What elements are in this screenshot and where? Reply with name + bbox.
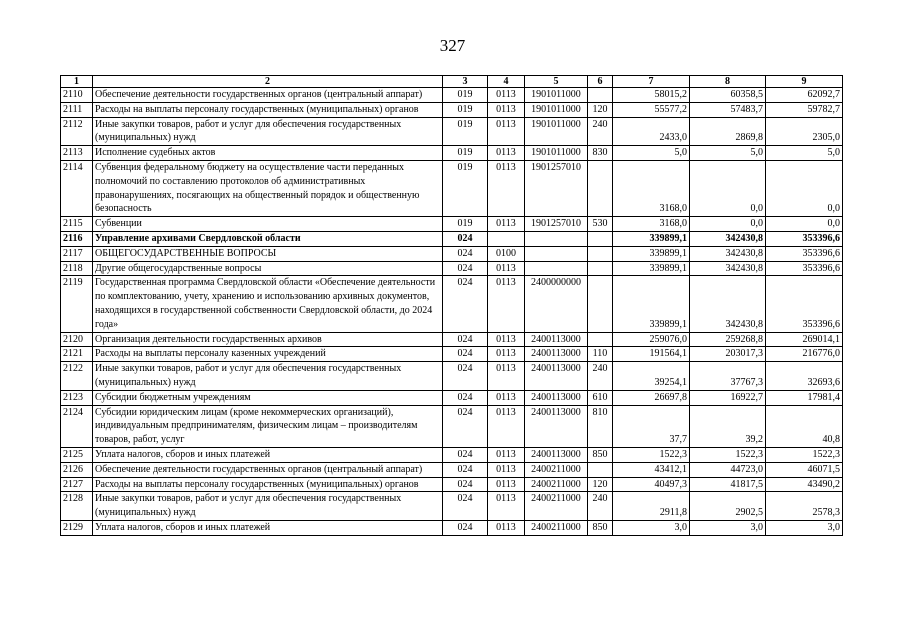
- row-number-cell: 2125: [61, 447, 93, 462]
- section-code-cell: 0113: [488, 117, 525, 146]
- target-code-cell: [525, 261, 588, 276]
- row-name-cell: Субвенция федеральному бюджету на осуществление части переданных полномочий по составлению протоколов об административных правонарушениях, посягающих на общественный порядок и общественную безопасность: [93, 160, 443, 216]
- amount-year-1-cell: 43412,1: [613, 462, 690, 477]
- amount-year-1-cell: 3168,0: [613, 160, 690, 216]
- ministry-code-cell: 024: [443, 276, 488, 332]
- table-row: [61, 160, 843, 216]
- row-name-cell: Уплата налогов, сборов и иных платежей: [93, 520, 443, 535]
- amount-year-1-cell: 26697,8: [613, 390, 690, 405]
- row-name-cell: Исполнение судебных актов: [93, 146, 443, 161]
- amount-year-2-cell: 44723,0: [690, 462, 766, 477]
- row-name-cell: Организация деятельности государственных архивов: [93, 332, 443, 347]
- expense-type-cell: 810: [588, 405, 613, 447]
- section-code-cell: 0113: [488, 276, 525, 332]
- amount-year-1-cell: 339899,1: [613, 276, 690, 332]
- amount-year-1-cell: 55577,2: [613, 102, 690, 117]
- section-code-cell: 0113: [488, 160, 525, 216]
- section-code-cell: 0100: [488, 246, 525, 261]
- table-row: [61, 246, 843, 261]
- row-number-cell: 2113: [61, 146, 93, 161]
- table-row: [61, 102, 843, 117]
- expense-type-cell: 110: [588, 347, 613, 362]
- section-code-cell: 0113: [488, 146, 525, 161]
- amount-year-2-cell: 342430,8: [690, 231, 766, 246]
- target-code-cell: 1901011000: [525, 102, 588, 117]
- amount-year-1-cell: 1522,3: [613, 447, 690, 462]
- target-code-cell: [525, 231, 588, 246]
- row-name-cell: Обеспечение деятельности государственных органов (центральный аппарат): [93, 462, 443, 477]
- header-cell-2: 2: [93, 76, 443, 88]
- target-code-cell: 1901257010: [525, 160, 588, 216]
- amount-year-2-cell: 1522,3: [690, 447, 766, 462]
- ministry-code-cell: 019: [443, 217, 488, 232]
- row-number-cell: 2120: [61, 332, 93, 347]
- ministry-code-cell: 024: [443, 347, 488, 362]
- section-code-cell: 0113: [488, 405, 525, 447]
- amount-year-3-cell: 1522,3: [766, 447, 843, 462]
- row-number-cell: 2111: [61, 102, 93, 117]
- amount-year-1-cell: 191564,1: [613, 347, 690, 362]
- row-number-cell: 2118: [61, 261, 93, 276]
- row-number-cell: 2117: [61, 246, 93, 261]
- amount-year-2-cell: 41817,5: [690, 477, 766, 492]
- amount-year-3-cell: 353396,6: [766, 276, 843, 332]
- target-code-cell: 2400211000: [525, 477, 588, 492]
- amount-year-1-cell: 5,0: [613, 146, 690, 161]
- amount-year-2-cell: 203017,3: [690, 347, 766, 362]
- ministry-code-cell: 024: [443, 477, 488, 492]
- header-cell-9: 9: [766, 76, 843, 88]
- row-name-cell: Иные закупки товаров, работ и услуг для обеспечения государственных (муниципальных) нужд: [93, 362, 443, 391]
- amount-year-3-cell: 32693,6: [766, 362, 843, 391]
- expense-type-cell: 530: [588, 217, 613, 232]
- header-cell-7: 7: [613, 76, 690, 88]
- amount-year-1-cell: 2911,8: [613, 492, 690, 521]
- amount-year-2-cell: 5,0: [690, 146, 766, 161]
- ministry-code-cell: 024: [443, 332, 488, 347]
- amount-year-3-cell: 46071,5: [766, 462, 843, 477]
- row-number-cell: 2126: [61, 462, 93, 477]
- table-row: [61, 146, 843, 161]
- expense-type-cell: 850: [588, 520, 613, 535]
- table-row: [61, 261, 843, 276]
- row-number-cell: 2123: [61, 390, 93, 405]
- amount-year-2-cell: 37767,3: [690, 362, 766, 391]
- expense-type-cell: 850: [588, 447, 613, 462]
- row-number-cell: 2121: [61, 347, 93, 362]
- expense-type-cell: [588, 462, 613, 477]
- amount-year-2-cell: 60358,5: [690, 88, 766, 103]
- target-code-cell: 2400211000: [525, 520, 588, 535]
- amount-year-3-cell: 269014,1: [766, 332, 843, 347]
- target-code-cell: 2400113000: [525, 390, 588, 405]
- expense-type-cell: [588, 160, 613, 216]
- section-code-cell: [488, 231, 525, 246]
- ministry-code-cell: 024: [443, 261, 488, 276]
- ministry-code-cell: 024: [443, 447, 488, 462]
- page-number: 327: [439, 36, 466, 55]
- amount-year-3-cell: 59782,7: [766, 102, 843, 117]
- ministry-code-cell: 019: [443, 146, 488, 161]
- amount-year-3-cell: 353396,6: [766, 246, 843, 261]
- table-row: [61, 390, 843, 405]
- row-name-cell: Расходы на выплаты персоналу государственных (муниципальных) органов: [93, 102, 443, 117]
- amount-year-2-cell: 16922,7: [690, 390, 766, 405]
- amount-year-1-cell: 3,0: [613, 520, 690, 535]
- amount-year-2-cell: 342430,8: [690, 246, 766, 261]
- table-row: [61, 492, 843, 521]
- target-code-cell: 1901011000: [525, 117, 588, 146]
- expense-type-cell: [588, 246, 613, 261]
- amount-year-3-cell: 216776,0: [766, 347, 843, 362]
- ministry-code-cell: 019: [443, 102, 488, 117]
- row-number-cell: 2119: [61, 276, 93, 332]
- expense-type-cell: 610: [588, 390, 613, 405]
- header-cell-4: 4: [488, 76, 525, 88]
- amount-year-2-cell: 0,0: [690, 160, 766, 216]
- target-code-cell: 2400113000: [525, 447, 588, 462]
- amount-year-1-cell: 58015,2: [613, 88, 690, 103]
- ministry-code-cell: 024: [443, 246, 488, 261]
- row-number-cell: 2116: [61, 231, 93, 246]
- amount-year-1-cell: 339899,1: [613, 246, 690, 261]
- expense-type-cell: [588, 88, 613, 103]
- expense-type-cell: 240: [588, 362, 613, 391]
- target-code-cell: 2400113000: [525, 405, 588, 447]
- ministry-code-cell: 024: [443, 231, 488, 246]
- row-number-cell: 2112: [61, 117, 93, 146]
- table-row: [61, 217, 843, 232]
- row-number-cell: 2129: [61, 520, 93, 535]
- section-code-cell: 0113: [488, 88, 525, 103]
- section-code-cell: 0113: [488, 217, 525, 232]
- ministry-code-cell: 019: [443, 117, 488, 146]
- row-name-cell: Государственная программа Свердловской области «Обеспечение деятельности по комплектованию, учету, хранению и использованию архивных документов, находящихся в государственной собственности Свердловской области, до 2024 года»: [93, 276, 443, 332]
- amount-year-1-cell: 339899,1: [613, 231, 690, 246]
- target-code-cell: 2400113000: [525, 332, 588, 347]
- section-code-cell: 0113: [488, 447, 525, 462]
- amount-year-2-cell: 259268,8: [690, 332, 766, 347]
- row-number-cell: 2124: [61, 405, 93, 447]
- expense-type-cell: [588, 332, 613, 347]
- target-code-cell: 1901011000: [525, 146, 588, 161]
- amount-year-1-cell: 39254,1: [613, 362, 690, 391]
- section-code-cell: 0113: [488, 390, 525, 405]
- section-code-cell: 0113: [488, 477, 525, 492]
- amount-year-3-cell: 2305,0: [766, 117, 843, 146]
- row-number-cell: 2128: [61, 492, 93, 521]
- amount-year-2-cell: 3,0: [690, 520, 766, 535]
- amount-year-1-cell: 40497,3: [613, 477, 690, 492]
- row-name-cell: Управление архивами Свердловской области: [93, 231, 443, 246]
- amount-year-2-cell: 2902,5: [690, 492, 766, 521]
- table-row: [61, 462, 843, 477]
- amount-year-3-cell: 0,0: [766, 217, 843, 232]
- row-number-cell: 2115: [61, 217, 93, 232]
- target-code-cell: 2400211000: [525, 492, 588, 521]
- target-code-cell: 1901011000: [525, 88, 588, 103]
- target-code-cell: 2400211000: [525, 462, 588, 477]
- expense-type-cell: 240: [588, 492, 613, 521]
- amount-year-3-cell: 62092,7: [766, 88, 843, 103]
- row-name-cell: Расходы на выплаты персоналу казенных учреждений: [93, 347, 443, 362]
- amount-year-3-cell: 353396,6: [766, 231, 843, 246]
- ministry-code-cell: 024: [443, 390, 488, 405]
- amount-year-1-cell: 3168,0: [613, 217, 690, 232]
- expense-type-cell: 830: [588, 146, 613, 161]
- amount-year-3-cell: 17981,4: [766, 390, 843, 405]
- section-code-cell: 0113: [488, 492, 525, 521]
- amount-year-3-cell: 43490,2: [766, 477, 843, 492]
- target-code-cell: [525, 246, 588, 261]
- amount-year-3-cell: 0,0: [766, 160, 843, 216]
- header-cell-6: 6: [588, 76, 613, 88]
- row-name-cell: Субсидии юридическим лицам (кроме некоммерческих организаций), индивидуальным предпринимателям, физическим лицам – производителям товаров, работ, услуг: [93, 405, 443, 447]
- amount-year-2-cell: 0,0: [690, 217, 766, 232]
- ministry-code-cell: 024: [443, 362, 488, 391]
- amount-year-2-cell: 342430,8: [690, 261, 766, 276]
- header-cell-5: 5: [525, 76, 588, 88]
- amount-year-2-cell: 57483,7: [690, 102, 766, 117]
- expense-type-cell: 120: [588, 102, 613, 117]
- budget-table: [60, 75, 843, 536]
- target-code-cell: 2400113000: [525, 362, 588, 391]
- ministry-code-cell: 019: [443, 160, 488, 216]
- row-name-cell: ОБЩЕГОСУДАРСТВЕННЫЕ ВОПРОСЫ: [93, 246, 443, 261]
- amount-year-2-cell: 342430,8: [690, 276, 766, 332]
- amount-year-3-cell: 40,8: [766, 405, 843, 447]
- amount-year-2-cell: 2869,8: [690, 117, 766, 146]
- row-number-cell: 2110: [61, 88, 93, 103]
- amount-year-3-cell: 353396,6: [766, 261, 843, 276]
- expense-type-cell: 240: [588, 117, 613, 146]
- header-cell-8: 8: [690, 76, 766, 88]
- table-row: [61, 117, 843, 146]
- section-code-cell: 0113: [488, 102, 525, 117]
- table-body: [61, 76, 843, 536]
- target-code-cell: 2400000000: [525, 276, 588, 332]
- row-number-cell: 2114: [61, 160, 93, 216]
- ministry-code-cell: 024: [443, 520, 488, 535]
- section-code-cell: 0113: [488, 520, 525, 535]
- amount-year-1-cell: 259076,0: [613, 332, 690, 347]
- table-row: [61, 276, 843, 332]
- target-code-cell: 1901257010: [525, 217, 588, 232]
- section-code-cell: 0113: [488, 362, 525, 391]
- row-name-cell: Другие общегосударственные вопросы: [93, 261, 443, 276]
- table-row: [61, 362, 843, 391]
- ministry-code-cell: 024: [443, 405, 488, 447]
- row-name-cell: Расходы на выплаты персоналу государственных (муниципальных) органов: [93, 477, 443, 492]
- table-row: [61, 520, 843, 535]
- table-row: [61, 477, 843, 492]
- row-number-cell: 2127: [61, 477, 93, 492]
- section-code-cell: 0113: [488, 462, 525, 477]
- expense-type-cell: [588, 261, 613, 276]
- section-code-cell: 0113: [488, 261, 525, 276]
- amount-year-3-cell: 2578,3: [766, 492, 843, 521]
- header-cell-1: 1: [61, 76, 93, 88]
- row-name-cell: Обеспечение деятельности государственных органов (центральный аппарат): [93, 88, 443, 103]
- expense-type-cell: [588, 231, 613, 246]
- row-name-cell: Субсидии бюджетным учреждениям: [93, 390, 443, 405]
- expense-type-cell: 120: [588, 477, 613, 492]
- row-name-cell: Уплата налогов, сборов и иных платежей: [93, 447, 443, 462]
- table-header-row: [61, 76, 843, 88]
- section-code-cell: 0113: [488, 347, 525, 362]
- amount-year-1-cell: 37,7: [613, 405, 690, 447]
- ministry-code-cell: 024: [443, 462, 488, 477]
- table-row: [61, 88, 843, 103]
- row-number-cell: 2122: [61, 362, 93, 391]
- amount-year-1-cell: 339899,1: [613, 261, 690, 276]
- ministry-code-cell: 024: [443, 492, 488, 521]
- table-row: [61, 447, 843, 462]
- amount-year-3-cell: 5,0: [766, 146, 843, 161]
- row-name-cell: Иные закупки товаров, работ и услуг для обеспечения государственных (муниципальных) нужд: [93, 492, 443, 521]
- row-name-cell: Субвенции: [93, 217, 443, 232]
- header-cell-3: 3: [443, 76, 488, 88]
- amount-year-1-cell: 2433,0: [613, 117, 690, 146]
- table-row: [61, 332, 843, 347]
- table-row: [61, 405, 843, 447]
- row-name-cell: Иные закупки товаров, работ и услуг для обеспечения государственных (муниципальных) нужд: [93, 117, 443, 146]
- amount-year-3-cell: 3,0: [766, 520, 843, 535]
- ministry-code-cell: 019: [443, 88, 488, 103]
- expense-type-cell: [588, 276, 613, 332]
- table-row: [61, 347, 843, 362]
- target-code-cell: 2400113000: [525, 347, 588, 362]
- section-code-cell: 0113: [488, 332, 525, 347]
- amount-year-2-cell: 39,2: [690, 405, 766, 447]
- table-row: [61, 231, 843, 246]
